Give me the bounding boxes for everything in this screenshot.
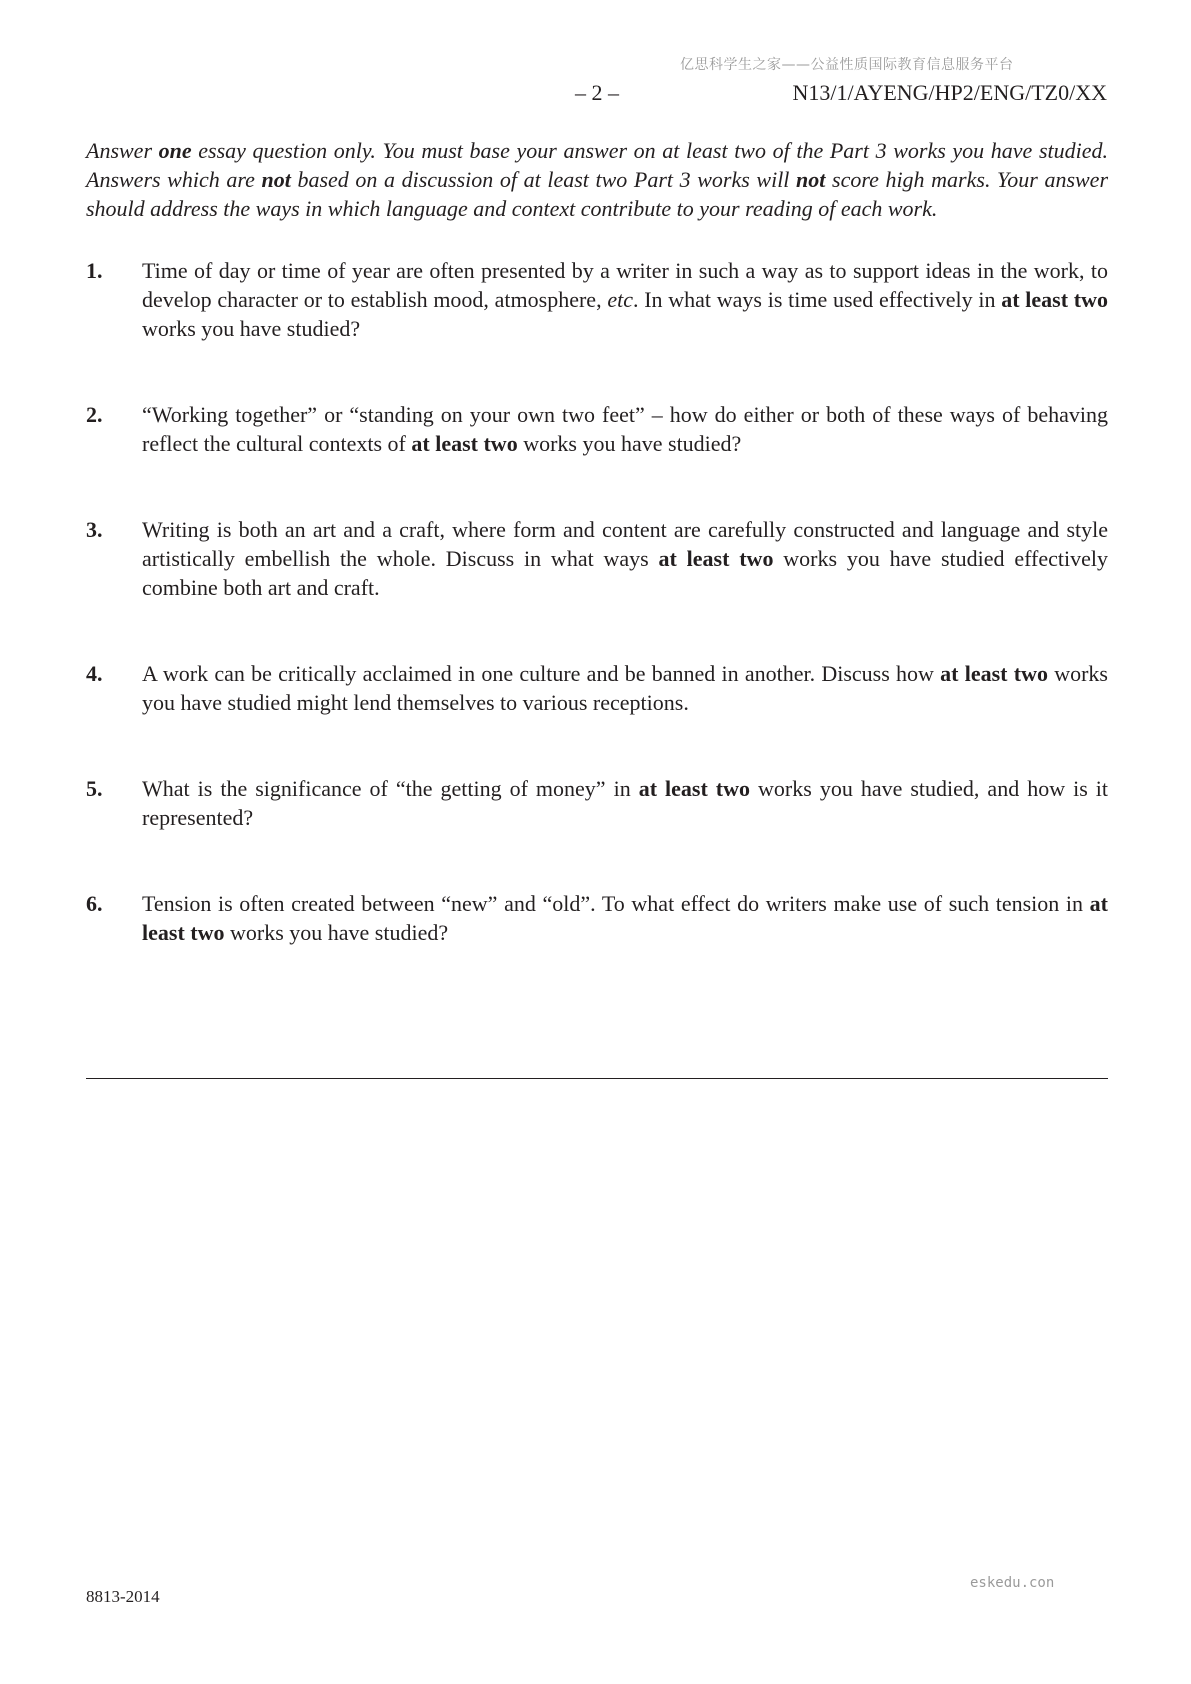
question-text-part: . In what ways is time used effectively in xyxy=(632,287,1002,312)
question-emphasis: at least two xyxy=(142,891,1108,945)
question-item xyxy=(86,659,1108,717)
question-text-part: works you have studied effectively combine both art and craft. xyxy=(142,546,1108,600)
question-text-part: What is the significance of “the getting of money” in xyxy=(142,776,639,801)
question-text-part: Writing is both an art and a craft, where form and content are carefully constructed and language and style artistically embellish the whole. Discuss in what ways xyxy=(142,517,1108,571)
document-code: N13/1/AYENG/HP2/ENG/TZ0/XX xyxy=(792,80,1107,105)
end-divider xyxy=(86,1078,1108,1079)
question-text-part: works you have studied? xyxy=(142,316,361,341)
question-text xyxy=(142,889,1108,947)
question-text xyxy=(142,659,1108,717)
instructions-paragraph xyxy=(86,136,1108,223)
question-text-part: Time of day or time of year are often presented by a writer in such a way as to support ideas in the work, to develop character or to establish mood, atmosphere, xyxy=(142,258,1108,312)
question-list xyxy=(86,256,1108,947)
question-italic: etc xyxy=(607,287,633,312)
question-item xyxy=(86,256,1108,343)
question-text xyxy=(142,515,1108,602)
question-emphasis: at least two xyxy=(940,661,1048,686)
question-item xyxy=(86,774,1108,832)
question-number: 2. xyxy=(86,402,103,427)
question-text-part: works you have studied? xyxy=(517,431,742,456)
question-item xyxy=(86,515,1108,602)
question-number: 1. xyxy=(86,258,103,283)
page-number: – 2 – xyxy=(575,80,619,105)
question-text-part: A work can be critically acclaimed in one culture and be banned in another. Discuss how xyxy=(142,661,941,686)
question-number: 3. xyxy=(86,517,103,542)
question-number: 5. xyxy=(86,776,103,801)
question-text-part: works you have studied, and how is it represented? xyxy=(142,776,1108,830)
instructions-emphasis: not xyxy=(261,167,291,192)
question-emphasis: at least two xyxy=(658,546,774,571)
question-text-part: works you have studied might lend themselves to various receptions. xyxy=(142,661,1108,715)
question-emphasis: at least two xyxy=(1001,287,1109,312)
question-item xyxy=(86,889,1108,947)
question-text-part: “Working together” or “standing on your own two feet” – how do either or both of these ways of behaving reflect the cultural contexts of xyxy=(142,402,1108,456)
instructions-text: essay question only. You must base your answer on at least two of the Part 3 works you have studied. Answers which are xyxy=(86,138,1108,192)
question-text-part: works you have studied? xyxy=(224,920,449,945)
question-emphasis: at least two xyxy=(638,776,751,801)
page-content xyxy=(86,136,1108,947)
question-emphasis: at least two xyxy=(411,431,518,456)
question-text xyxy=(142,400,1108,458)
question-text xyxy=(142,774,1108,832)
question-item xyxy=(86,400,1108,458)
question-text-part: Tension is often created between “new” and “old”. To what effect do writers make use of such tension in xyxy=(142,891,1090,916)
footer-site: eskedu.con xyxy=(970,1575,1055,1591)
instructions-text: based on a discussion of at least two Part 3 works will xyxy=(290,167,797,192)
footer-code: 8813-2014 xyxy=(86,1587,160,1606)
instructions-emphasis: one xyxy=(158,138,192,163)
question-number: 4. xyxy=(86,661,103,686)
question-text xyxy=(142,256,1108,343)
instructions-emphasis: not xyxy=(796,167,826,192)
question-number: 6. xyxy=(86,891,103,916)
instructions-text: score high marks. Your answer should address the ways in which language and context contribute to your reading of each work. xyxy=(86,167,1109,221)
instructions-text: Answer xyxy=(86,138,159,163)
watermark-text: 亿思科学生之家——公益性质国际教育信息服务平台 xyxy=(680,57,1014,73)
